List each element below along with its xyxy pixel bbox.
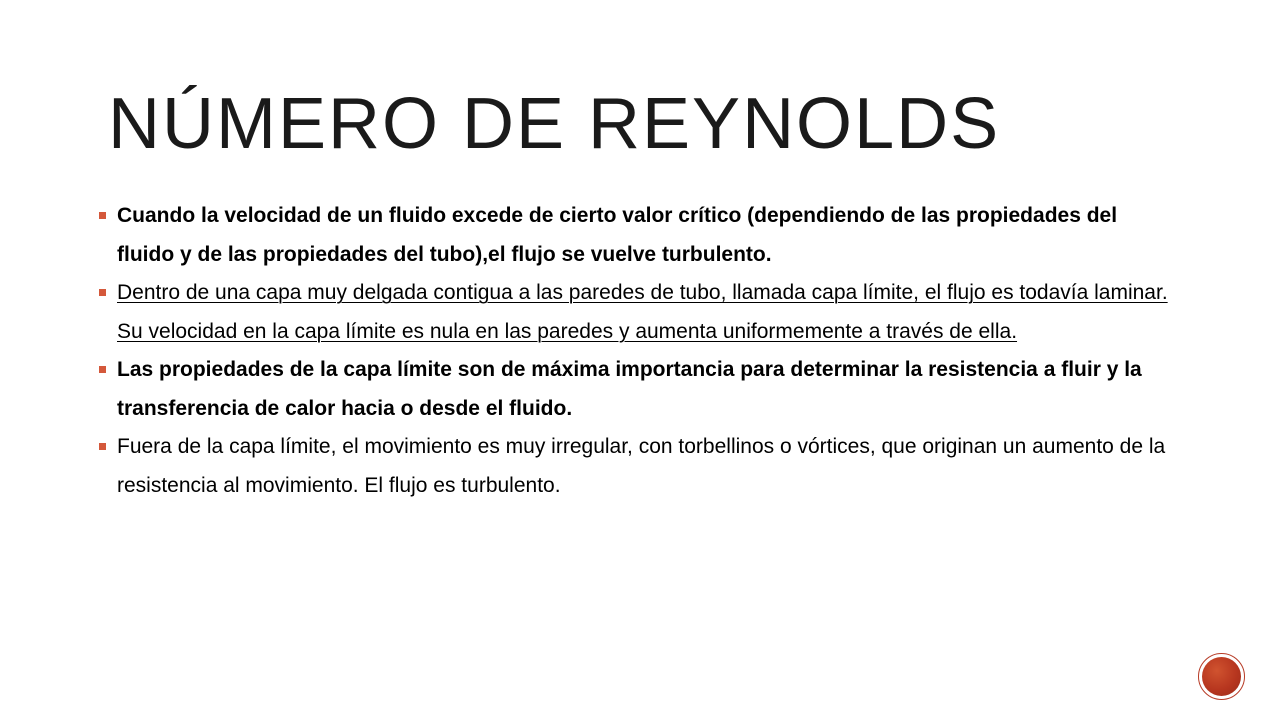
square-bullet-icon [99, 289, 106, 296]
bullet-item [98, 274, 1178, 351]
bullet-item [98, 351, 1178, 428]
square-bullet-icon [99, 212, 106, 219]
square-bullet-icon [99, 366, 106, 373]
bullet-item [98, 428, 1178, 505]
bullet-list [98, 197, 1178, 505]
slide-title: NÚMERO DE REYNOLDS [108, 84, 1001, 164]
bullet-text: Cuando la velocidad de un fluido excede de cierto valor crítico (dependiendo de las propiedades del fluido y de las propiedades del tubo),el flujo se vuelve turbulento. [117, 204, 1118, 266]
bullet-text: Dentro de una capa muy delgada contigua a las paredes de tubo, llamada capa límite, el flujo es todavía laminar. Su velocidad en la capa límite es nula en las paredes y aumenta uniformemente a través de ella. [117, 281, 1168, 343]
bullet-item [98, 197, 1178, 274]
red-circle-badge-icon [1198, 653, 1245, 700]
bullet-text: Fuera de la capa límite, el movimiento es muy irregular, con torbellinos o vórtices, que originan un aumento de la resistencia al movimiento. El flujo es turbulento. [117, 435, 1166, 497]
square-bullet-icon [99, 443, 106, 450]
red-circle-badge-fill [1202, 657, 1241, 696]
bullet-text: Las propiedades de la capa límite son de máxima importancia para determinar la resistencia a fluir y la transferencia de calor hacia o desde el fluido. [117, 358, 1142, 420]
